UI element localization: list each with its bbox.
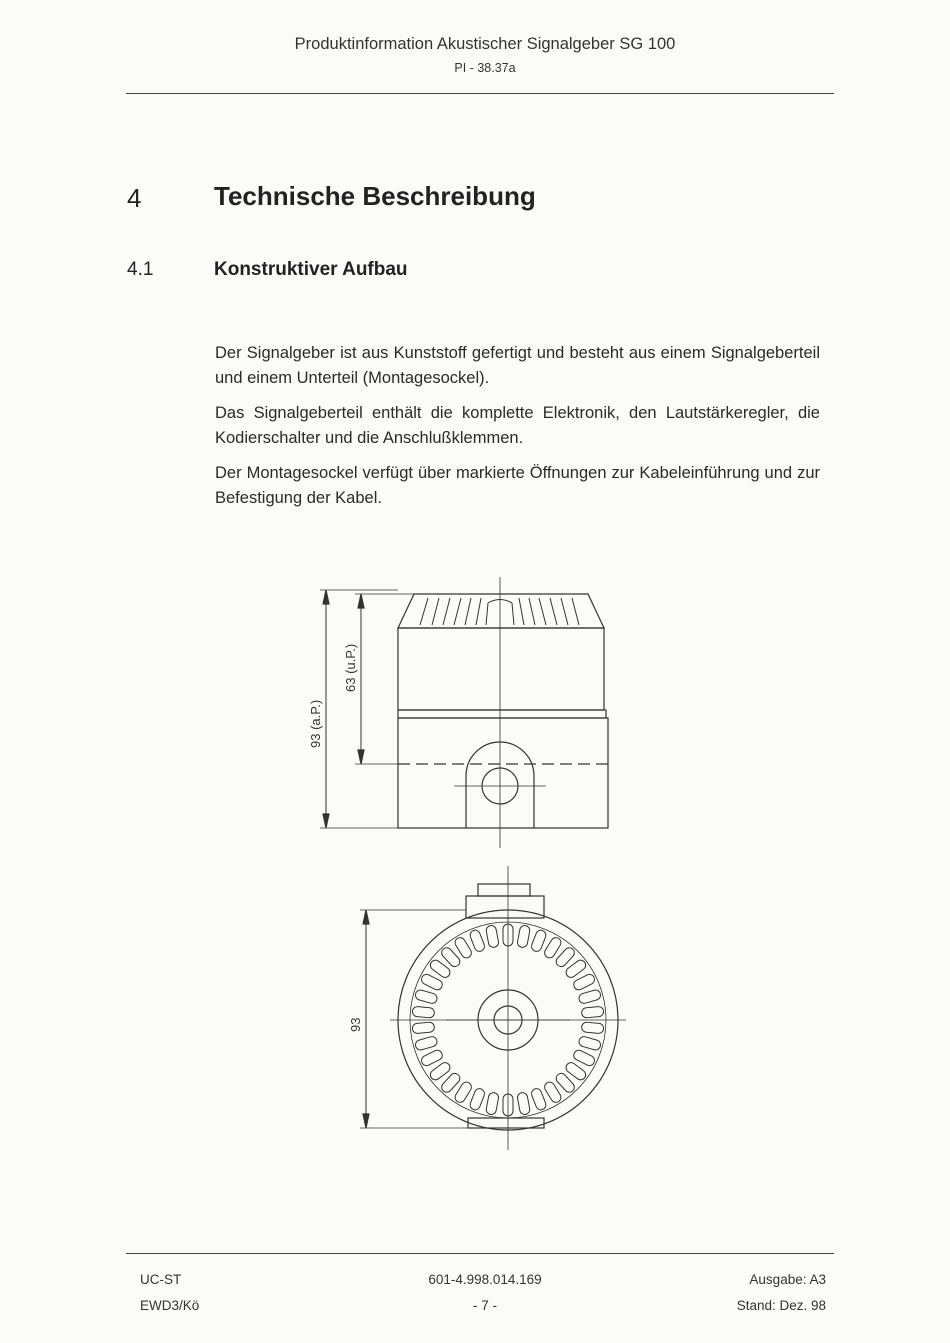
paragraph-1: Der Signalgeber ist aus Kunststoff gefertigt und besteht aus einem Signalgeberteil und einem Unterteil (Montagesockel). [215,344,820,387]
section-number: 4 [127,183,142,213]
footer-rule [126,1253,834,1254]
footer-right-line2: Stand: Dez. 98 [736,1298,826,1313]
grille-slot [412,1022,435,1034]
footer-right-line1: Ausgabe: A3 [749,1272,826,1287]
grille-slot [414,989,438,1005]
subsection-title: Konstruktiver Aufbau [214,259,408,280]
grille-slot [517,925,531,948]
footer-page-number: - 7 - [472,1298,497,1313]
grille-slot [517,1092,531,1115]
grille-slot [485,1092,499,1115]
grille-slot [581,1006,604,1018]
grille-slot [578,989,602,1005]
header-doc-id: PI - 38.37a [454,61,516,75]
subsection-number: 4.1 [127,259,154,280]
footer-center-line1: 601-4.998.014.169 [428,1272,542,1287]
header-title: Produktinformation Akustischer Signalgeber SG 100 [294,35,676,53]
side-view [320,577,608,848]
paragraph-3: Der Montagesockel verfügt über markierte Öffnungen zur Kabeleinführung und zur Befestigung der Kabel. [215,464,820,507]
grille-slot [414,1035,438,1051]
grille-slot [469,1087,486,1111]
section-title: Technische Beschreibung [214,181,536,211]
grille-slot [412,1006,435,1018]
grille-slot [581,1022,604,1034]
grille-slot [485,925,499,948]
grille-slot [578,1035,602,1051]
footer-left-line2: EWD3/Kö [140,1298,200,1313]
dim-diameter: 93 [348,1017,363,1032]
dim-upper-height: 63 (u.P.) [343,643,358,692]
footer-left-line1: UC-ST [140,1272,182,1287]
grille-slot [469,929,486,953]
grille-slot [530,929,547,953]
paragraph-2: Das Signalgeberteil enthält die komplette Elektronik, den Lautstärkeregler, die Kodierschalter und die Anschlußklemmen. [215,404,820,447]
dim-total-height: 93 (a.P.) [308,699,323,748]
grille-slot [530,1087,547,1111]
top-view [360,866,626,1150]
